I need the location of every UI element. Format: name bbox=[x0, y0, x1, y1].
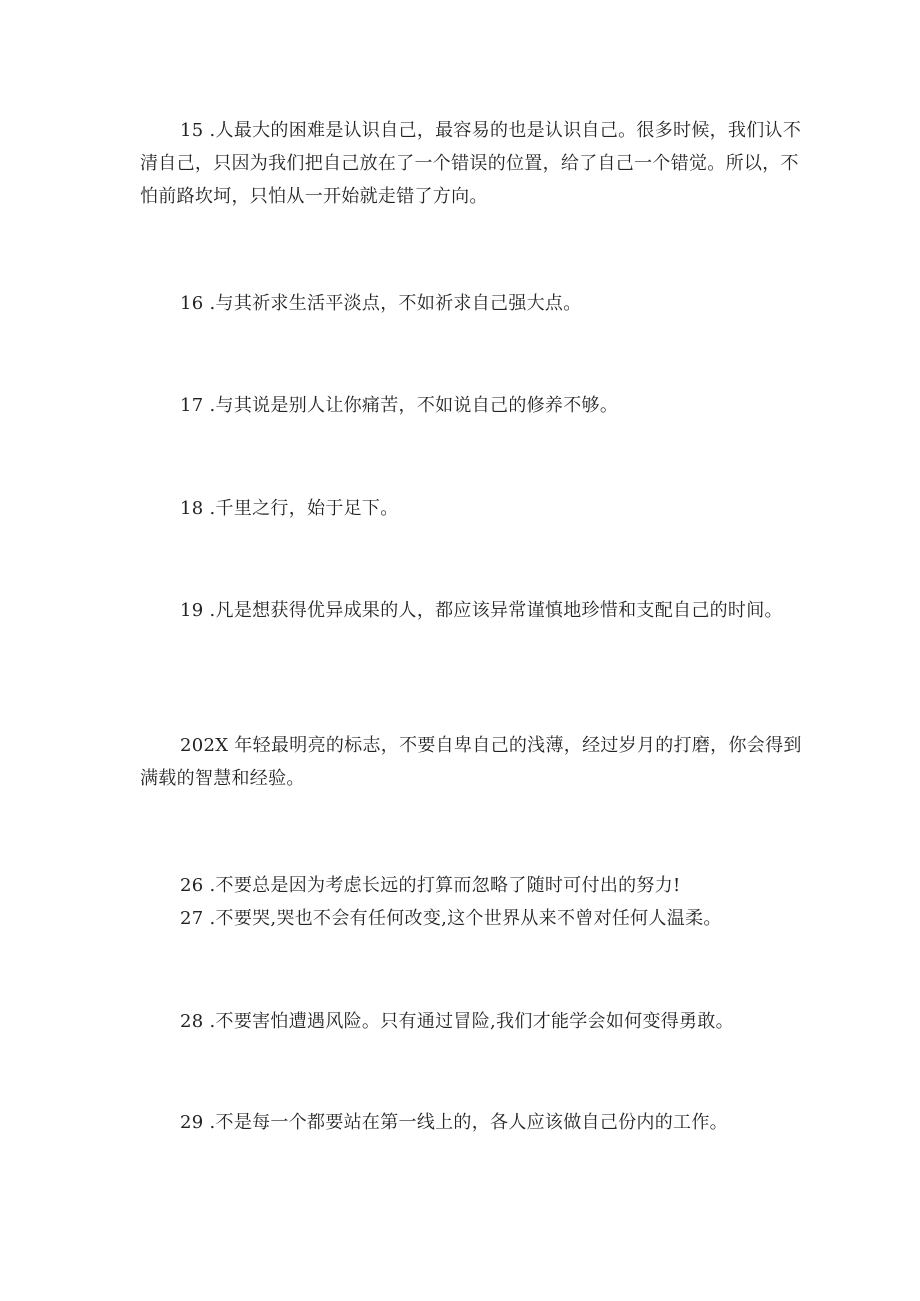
paragraph-27 bbox=[140, 902, 804, 935]
paragraph-26 bbox=[140, 869, 804, 902]
paragraph-15 bbox=[140, 114, 804, 213]
item-number: 15 bbox=[180, 120, 204, 141]
item-text: .千里之行，始于足下。 bbox=[209, 498, 399, 519]
item-number: 29 bbox=[180, 1112, 204, 1133]
item-number: 202X bbox=[180, 735, 229, 756]
paragraph-17 bbox=[140, 389, 804, 422]
item-text: .人最大的困难是认识自己，最容易的也是认识自己。很多时候，我们认不清自己，只因为我们把自己放在了一个错误的位置，给了自己一个错觉。所以，不怕前路坎坷，只怕从一开始就走错了方向。 bbox=[140, 120, 802, 207]
paragraph-16 bbox=[140, 287, 804, 320]
item-number: 18 bbox=[180, 498, 204, 519]
item-text: .与其祈求生活平淡点，不如祈求自己强大点。 bbox=[209, 293, 582, 314]
paragraph-18 bbox=[140, 492, 804, 525]
item-text: .不要哭,哭也不会有任何改变,这个世界从来不曾对任何人温柔。 bbox=[209, 908, 722, 929]
paragraph-28 bbox=[140, 1005, 804, 1038]
paragraph-19 bbox=[140, 594, 804, 627]
item-text: 年轻最明亮的标志，不要自卑自己的浅薄，经过岁月的打磨，你会得到满载的智慧和经验。 bbox=[140, 735, 802, 789]
paragraph-29 bbox=[140, 1106, 804, 1139]
item-number: 28 bbox=[180, 1011, 204, 1032]
item-text: .不是每一个都要站在第一线上的，各人应该做自己份内的工作。 bbox=[209, 1112, 728, 1133]
item-number: 17 bbox=[180, 395, 204, 416]
item-number: 27 bbox=[180, 908, 204, 929]
item-text: .不要总是因为考虑长远的打算而忽略了随时可付出的努力! bbox=[209, 875, 681, 896]
item-number: 26 bbox=[180, 875, 204, 896]
item-text: .不要害怕遭遇风险。只有通过冒险,我们才能学会如何变得勇敢。 bbox=[209, 1011, 734, 1032]
item-text: .凡是想获得优异成果的人，都应该异常谨慎地珍惜和支配自己的时间。 bbox=[209, 600, 783, 621]
paragraph-202x bbox=[140, 729, 804, 795]
item-text: .与其说是别人让你痛苦，不如说自己的修养不够。 bbox=[209, 395, 619, 416]
item-number: 16 bbox=[180, 293, 204, 314]
item-number: 19 bbox=[180, 600, 204, 621]
